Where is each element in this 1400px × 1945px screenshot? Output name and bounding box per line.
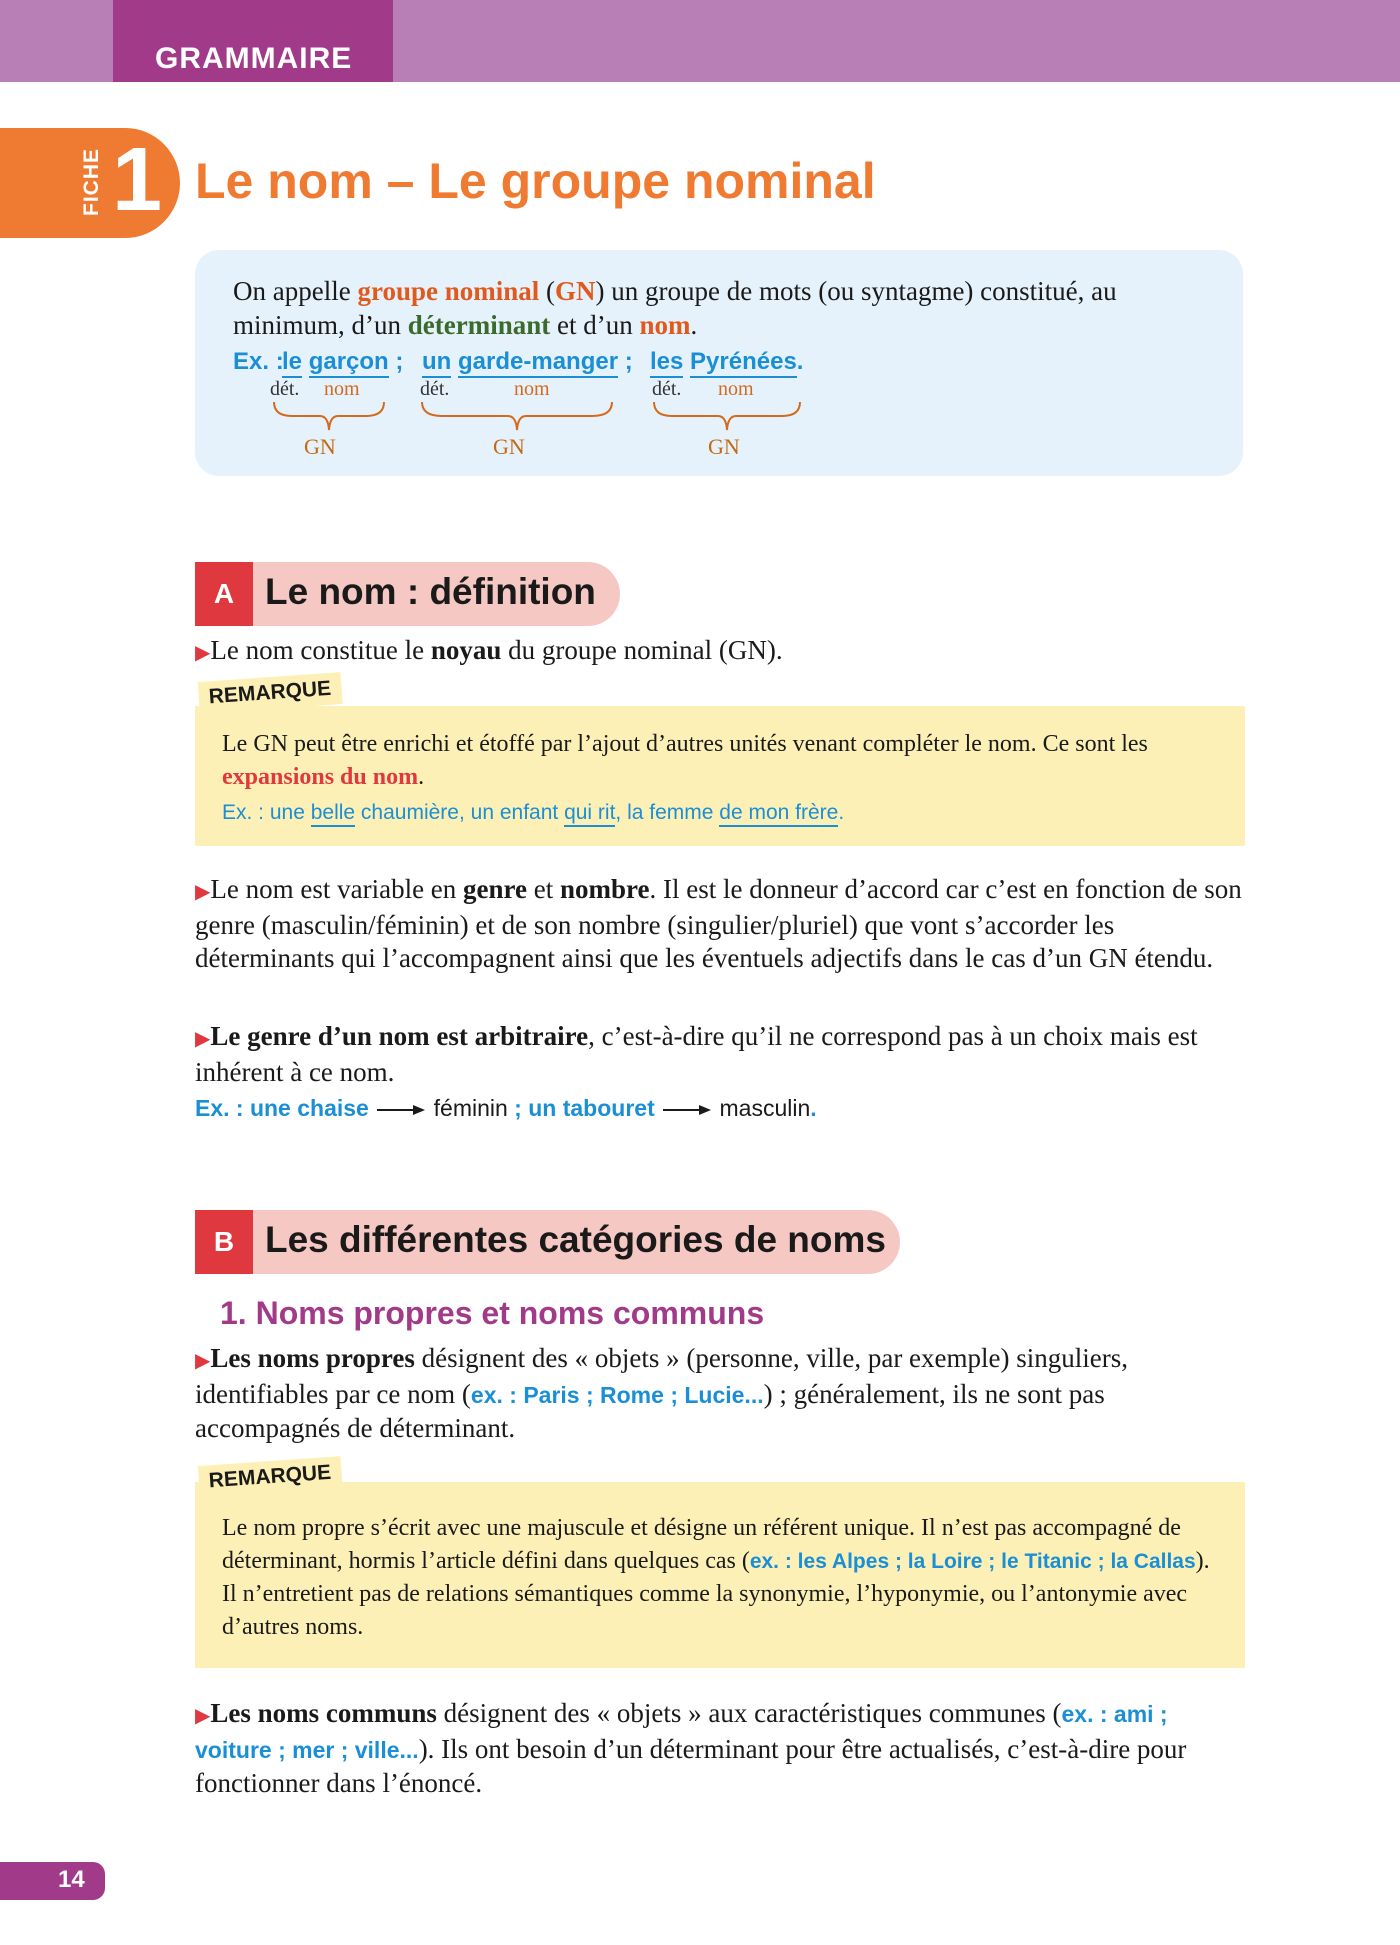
annotation-nom-3: nom: [718, 378, 754, 400]
arrow-right-icon: [661, 1103, 713, 1117]
page-title: Le nom – Le groupe nominal: [195, 153, 876, 209]
page-number-tab: [0, 1862, 105, 1900]
section-a-title: Le nom : définition: [265, 571, 596, 612]
bullet-arrow-icon: ▶: [195, 1705, 211, 1727]
page-number: 14: [58, 1866, 85, 1893]
header-bar: [0, 0, 1400, 82]
example-3: les Pyrénées.: [650, 348, 803, 376]
section-b-p1: ▶Les noms propres désignent des « objets » (personne, ville, par exemple) singuliers, identifiables par ce nom (ex. : Paris ; Rome ; Lucie...) ; généralement, ils ne sont pas accompagnés de déterminant.: [195, 1343, 1128, 1443]
annotation-nom-1: nom: [324, 378, 360, 400]
bullet-arrow-icon: ▶: [195, 1028, 211, 1050]
annotation-det-3: dét.: [652, 378, 682, 400]
example-1: le garçon ;: [282, 348, 403, 376]
annotation-nom-2: nom: [514, 378, 550, 400]
annotation-det-2: dét.: [420, 378, 450, 400]
bullet-arrow-icon: ▶: [195, 642, 211, 664]
definition-example-prefix: Ex. :: [233, 348, 284, 375]
gn-label-3: GN: [708, 434, 740, 459]
brace-2: [420, 400, 615, 434]
section-b-p2: ▶Les noms communs désignent des « objets » aux caractéristiques communes (ex. : ami ; voiture ; mer ; ville...). Ils ont besoin d’un déterminant pour être actualisés, c’est-à-dire pour fonctionner dans l’énoncé.: [195, 1698, 1187, 1798]
bullet-arrow-icon: ▶: [195, 1350, 211, 1372]
remark-tag-1: REMARQUE: [198, 672, 342, 714]
section-a-p2: ▶Le nom est variable en genre et nombre. Il est le donneur d’accord car c’est en fonction de son genre (masculin/féminin) et de son nombre (singulier/pluriel) que vont s’accorder les déterminants qui l’accompagnent ainsi que les éventuels adjectifs dans le cas d’un GN étendu.: [195, 874, 1242, 973]
fiche-label: FICHE: [80, 148, 103, 216]
section-a-p1: ▶Le nom constitue le noyau du groupe nominal (GN).: [195, 635, 783, 665]
section-a-letter: A: [195, 562, 253, 626]
remark-tag-2: REMARQUE: [198, 1456, 342, 1498]
example-2: un garde-manger ;: [422, 348, 633, 376]
section-b-title: Les différentes catégories de noms: [265, 1219, 886, 1260]
definition-text: On appelle groupe nominal (GN) un groupe de mots (ou syntagme) constitué, au minimum, d’un déterminant et d’un nom.: [233, 276, 1117, 340]
section-a-header: [195, 562, 620, 626]
fiche-badge: [0, 128, 180, 238]
bullet-arrow-icon: ▶: [195, 881, 211, 903]
remark-1-text: Le GN peut être enrichi et étoffé par l’ajout d’autres unités venant compléter le nom. Ce sont les expansions du nom.: [222, 731, 1148, 790]
section-b-subheading: 1. Noms propres et noms communs: [220, 1295, 765, 1331]
remark-2-text: Le nom propre s’écrit avec une majuscule et désigne un référent unique. Il n’est pas accompagné de déterminant, hormis l’article défini dans quelques cas (ex. : les Alpes ; la Loire ; le Titanic ; la Callas). Il n’entretient pas de relations sémantiques comme la synonymie, l’hyponymie, ou l’antonymie avec d’autres noms.: [222, 1515, 1210, 1640]
section-b-letter: B: [195, 1210, 253, 1274]
fiche-number: 1: [112, 130, 163, 230]
remark-1-example: Ex. : une belle chaumière, un enfant qui rit, la femme de mon frère.: [222, 796, 1222, 829]
brace-3: [652, 400, 802, 434]
annotation-det-1: dét.: [270, 378, 300, 400]
gn-label-2: GN: [493, 434, 525, 459]
brace-1: [272, 400, 387, 434]
section-a-p3-example: Ex. : une chaise féminin ; un tabouret masculin.: [195, 1095, 817, 1121]
section-tab: [113, 0, 393, 82]
section-a-p3: ▶Le genre d’un nom est arbitraire, c’est-à-dire qu’il ne correspond pas à un choix mais est inhérent à ce nom.: [195, 1021, 1198, 1087]
arrow-right-icon: [375, 1103, 427, 1117]
gn-label-1: GN: [304, 434, 336, 459]
section-label: GRAMMAIRE: [155, 42, 353, 75]
section-b-header: [195, 1210, 900, 1274]
